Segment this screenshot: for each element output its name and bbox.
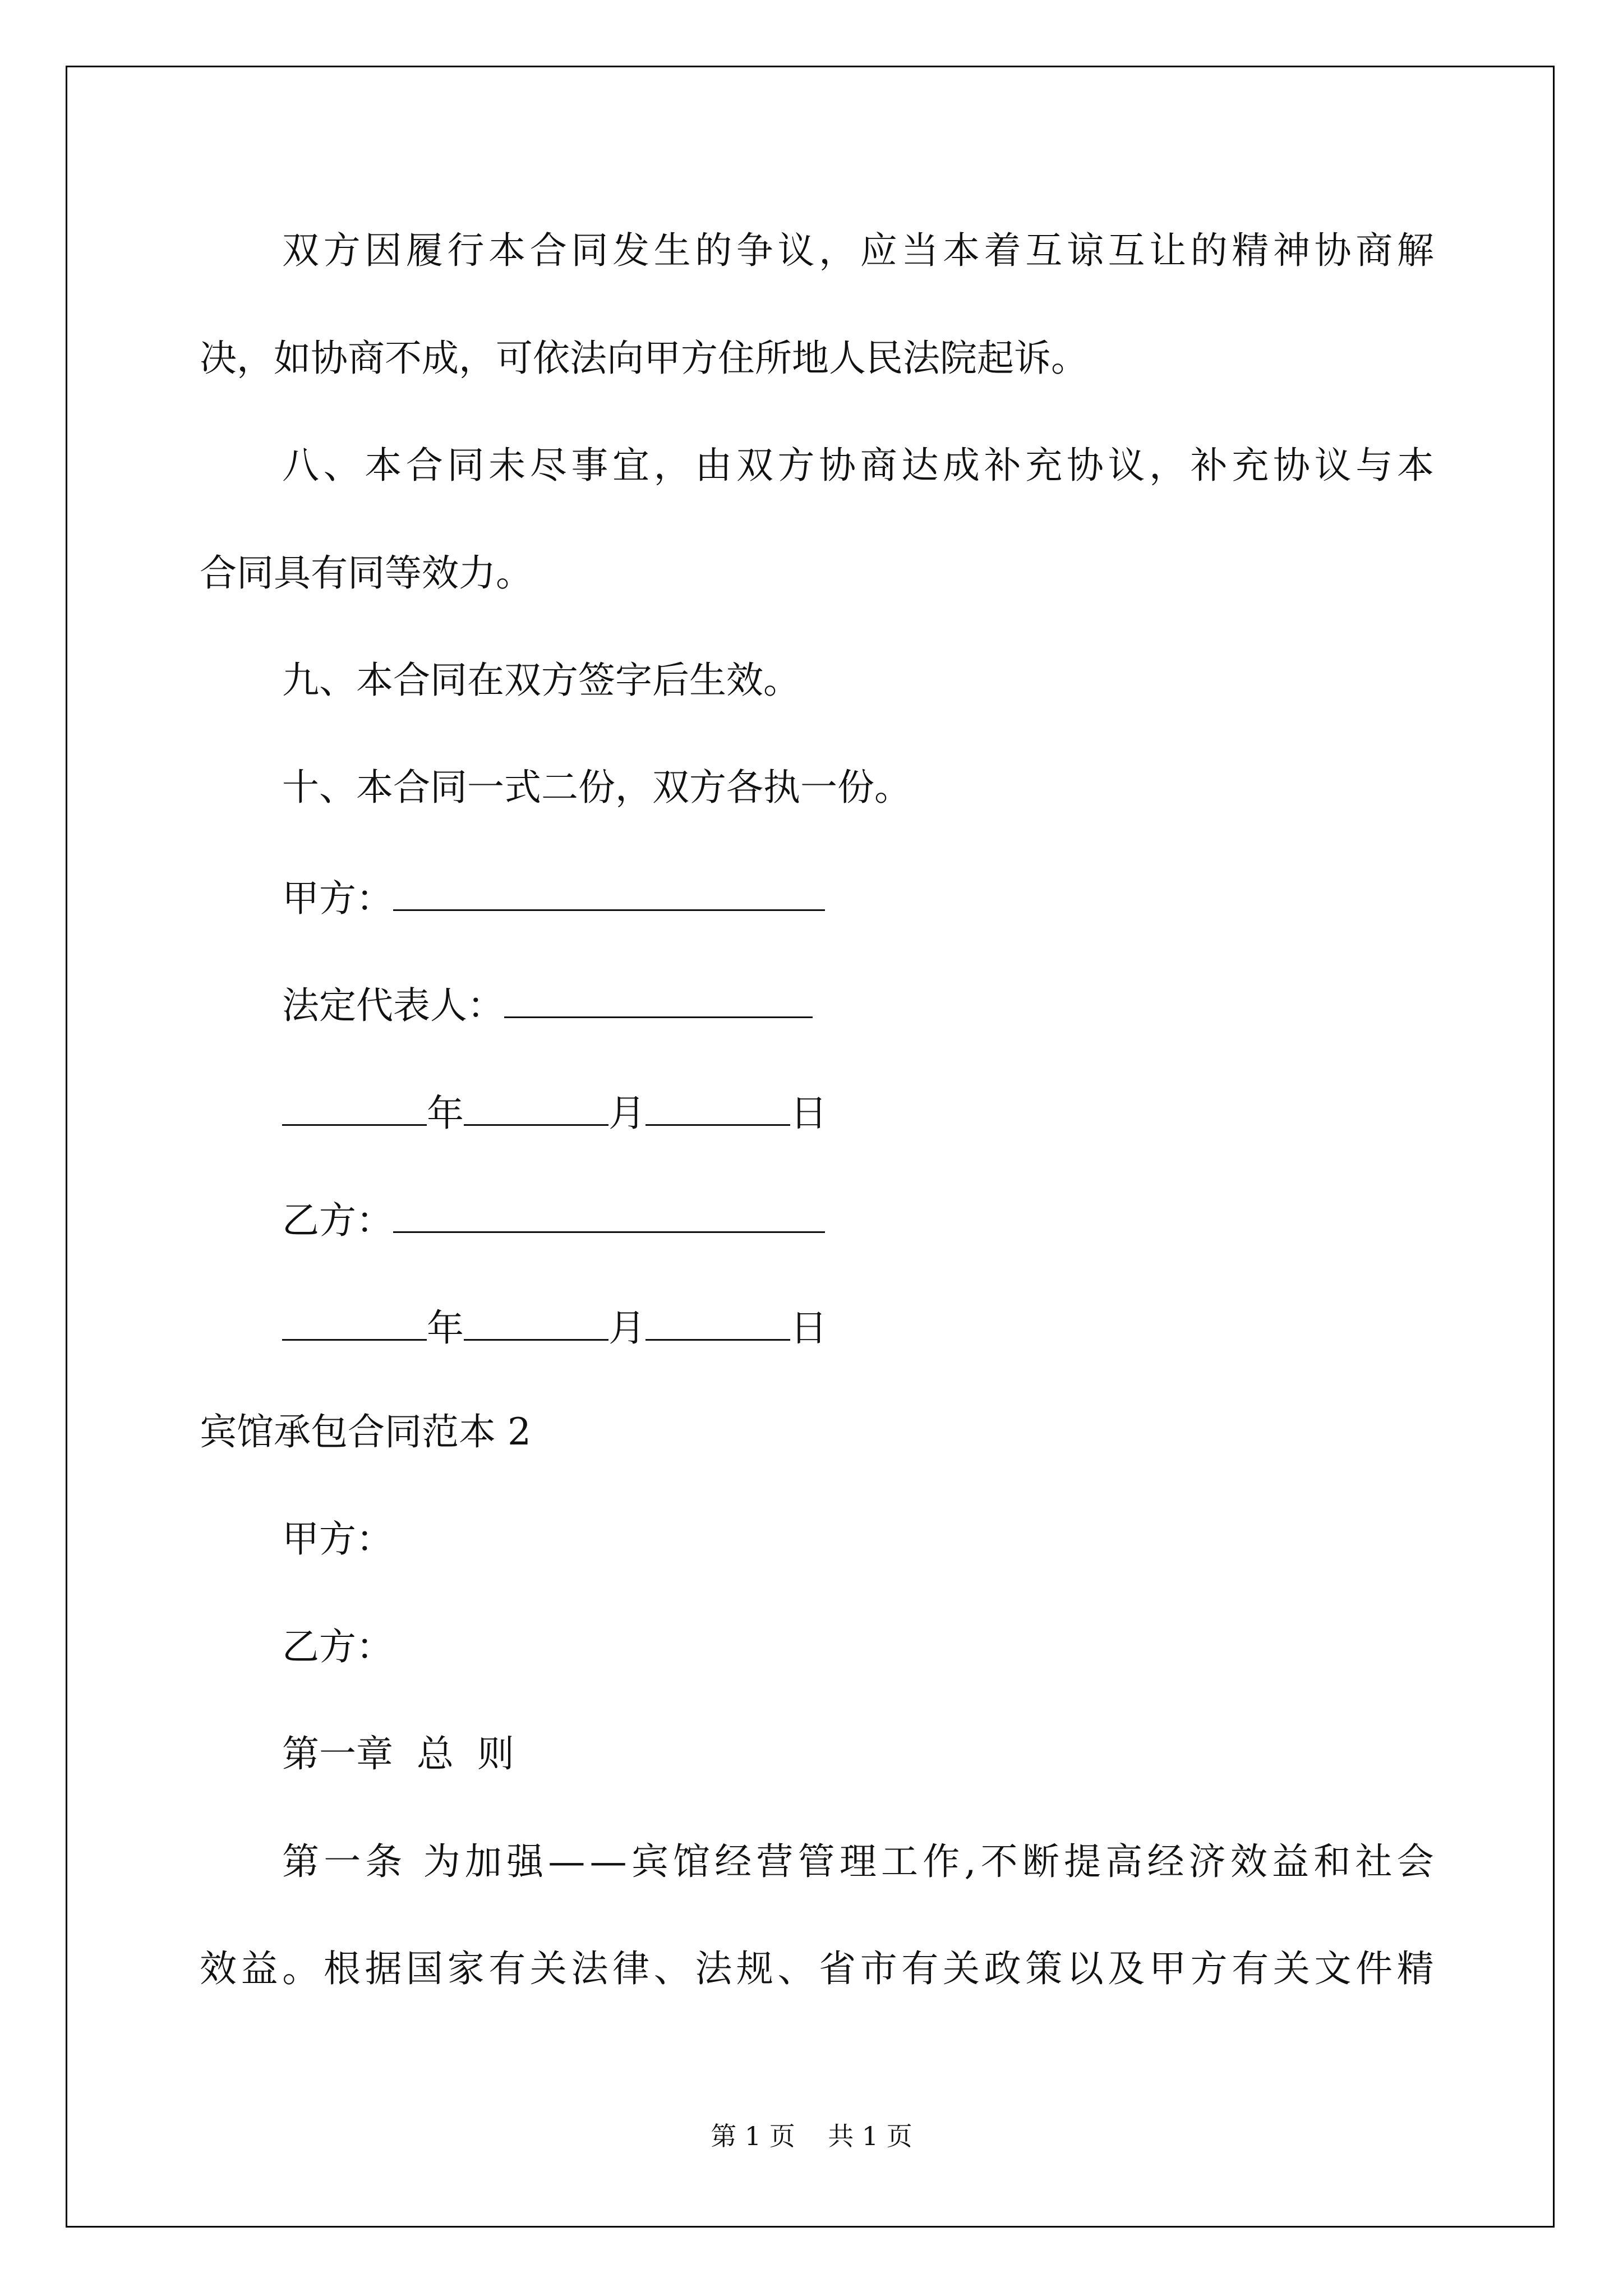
text-char: 、 xyxy=(323,444,361,487)
party-b-blank xyxy=(393,1199,825,1233)
text-char: 法 xyxy=(571,1947,608,1990)
legal-rep-blank xyxy=(504,984,813,1018)
text-char: 方 xyxy=(777,444,815,487)
day-blank xyxy=(645,1306,790,1341)
text-char: 经 xyxy=(1147,1840,1184,1883)
text-char: ， xyxy=(819,229,856,272)
party-b-label: 乙方： xyxy=(282,1199,393,1242)
text-char: 不 xyxy=(980,1840,1018,1883)
text-char: 本 xyxy=(488,229,526,272)
text-char: 省 xyxy=(819,1947,856,1990)
text-char: , xyxy=(964,1840,976,1883)
text-char: 协 xyxy=(1066,444,1104,487)
month-label: 月 xyxy=(608,1092,645,1135)
text-char: 宜 xyxy=(612,444,649,487)
text-char: 着 xyxy=(984,229,1021,272)
text-char: 工 xyxy=(881,1840,919,1883)
text-char: 八 xyxy=(282,444,319,487)
text-char: 断 xyxy=(1022,1840,1059,1883)
text-char: 的 xyxy=(695,229,732,272)
text-char: 履 xyxy=(405,229,443,272)
text-char: 营 xyxy=(756,1840,794,1883)
text-char: 策 xyxy=(1025,1947,1063,1990)
text-char: 当 xyxy=(901,229,939,272)
text-char: 有 xyxy=(488,1947,526,1990)
paragraph-dispute-line1 xyxy=(282,229,1434,272)
text-char: 生 xyxy=(653,229,691,272)
text-char: 国 xyxy=(406,1947,444,1990)
text-char: 条 xyxy=(365,1840,403,1883)
text-char: 和 xyxy=(1313,1840,1351,1883)
text-char: 及 xyxy=(1108,1947,1145,1990)
text-char: 互 xyxy=(1025,229,1063,272)
text-char: 益 xyxy=(1272,1840,1310,1883)
party-b-signature-row xyxy=(282,1199,825,1242)
text-char: 与 xyxy=(1355,444,1393,487)
year-blank xyxy=(282,1092,427,1126)
text-char: 益 xyxy=(241,1947,278,1990)
text-char: 应 xyxy=(860,229,897,272)
text-char: 规 xyxy=(736,1947,773,1990)
text-char: 强 xyxy=(506,1840,544,1883)
text-char: 双 xyxy=(736,444,773,487)
year-label: 年 xyxy=(427,1092,464,1135)
text-char: 行 xyxy=(447,229,485,272)
year-label: 年 xyxy=(427,1306,464,1350)
section-title: 宾馆承包合同范本 2 xyxy=(200,1410,531,1453)
text-char: 、 xyxy=(777,1947,815,1990)
party-a-label: 甲方： xyxy=(282,877,393,920)
page-number-footer: 第 1 页 共 1 页 xyxy=(711,2121,912,2151)
text-char: 神 xyxy=(1273,229,1310,272)
article-one-line1 xyxy=(282,1840,1434,1883)
text-char: 宾 xyxy=(631,1840,668,1883)
text-char: 济 xyxy=(1188,1840,1226,1883)
month-blank xyxy=(464,1306,608,1341)
text-char: 效 xyxy=(1230,1840,1267,1883)
text-char: 充 xyxy=(1232,444,1269,487)
text-char xyxy=(407,1843,419,1880)
text-char: ， xyxy=(1149,444,1187,487)
text-char: 文 xyxy=(1314,1947,1352,1990)
text-char: 第 xyxy=(282,1840,319,1883)
text-char: 方 xyxy=(323,229,361,272)
text-char: 为 xyxy=(423,1840,460,1883)
text-char: 精 xyxy=(1396,1947,1434,1990)
clause-nine: 九、本合同在双方签字后生效。 xyxy=(282,659,800,702)
text-char: 经 xyxy=(714,1840,752,1883)
text-char: 提 xyxy=(1064,1840,1101,1883)
text-char: 议 xyxy=(1108,444,1145,487)
text-char: 解 xyxy=(1396,229,1434,272)
clause-eight-line2: 合同具有同等效力。 xyxy=(200,551,533,595)
text-char: 一 xyxy=(324,1840,361,1883)
text-char: 商 xyxy=(860,444,897,487)
text-char: 理 xyxy=(839,1840,877,1883)
text-char: 关 xyxy=(529,1947,567,1990)
text-char: 家 xyxy=(447,1947,485,1990)
date-row-b xyxy=(282,1306,827,1350)
page-border xyxy=(66,66,1555,2228)
clause-ten: 十、本合同一式二份，双方各执一份。 xyxy=(282,766,911,809)
text-char: 法 xyxy=(695,1947,732,1990)
text-char: 协 xyxy=(819,444,856,487)
text-char: 效 xyxy=(200,1947,237,1990)
party-a-blank xyxy=(393,877,825,911)
text-char: 的 xyxy=(1190,229,1228,272)
text-char: 同 xyxy=(447,444,485,487)
text-char: 同 xyxy=(571,229,608,272)
text-char: 发 xyxy=(612,229,649,272)
text-char: 议 xyxy=(1314,444,1352,487)
text-char: 关 xyxy=(942,1947,980,1990)
text-char: 馆 xyxy=(673,1840,711,1883)
text-char: 互 xyxy=(1108,229,1145,272)
text-char: 本 xyxy=(365,444,402,487)
text-char: 有 xyxy=(1232,1947,1269,1990)
day-blank xyxy=(645,1092,790,1126)
text-char: 以 xyxy=(1066,1947,1104,1990)
text-char: 尽 xyxy=(529,444,567,487)
day-label: 日 xyxy=(790,1306,827,1350)
text-char: 补 xyxy=(984,444,1021,487)
clause-eight-line1 xyxy=(282,444,1434,487)
text-char: 方 xyxy=(1190,1947,1228,1990)
text-char: 本 xyxy=(1396,444,1434,487)
text-char: 甲 xyxy=(1149,1947,1187,1990)
text-char: 谅 xyxy=(1066,229,1104,272)
text-char: 协 xyxy=(1273,444,1310,487)
section2-party-a: 甲方： xyxy=(282,1517,393,1561)
text-char: — xyxy=(589,1840,627,1883)
party-a-signature-row xyxy=(282,877,825,920)
text-char: 成 xyxy=(943,444,980,487)
text-char: 充 xyxy=(1025,444,1063,487)
text-char: 加 xyxy=(465,1840,502,1883)
text-char: ， xyxy=(653,444,691,487)
text-char: 关 xyxy=(1272,1947,1310,1990)
chapter-title: 第一章 总 则 xyxy=(282,1732,514,1775)
text-char: 律 xyxy=(612,1947,650,1990)
text-char: 精 xyxy=(1232,229,1269,272)
month-label: 月 xyxy=(608,1306,645,1350)
text-char: 协 xyxy=(1314,229,1352,272)
paragraph-dispute-line2: 决，如协商不成，可依法向甲方住所地人民法院起诉。 xyxy=(200,337,1088,380)
text-char: 根 xyxy=(323,1947,361,1990)
text-char: 高 xyxy=(1105,1840,1143,1883)
text-char: 据 xyxy=(365,1947,402,1990)
article-one-line2 xyxy=(200,1947,1434,1990)
month-blank xyxy=(464,1092,608,1126)
text-char: 商 xyxy=(1355,229,1393,272)
text-char: 议 xyxy=(777,229,815,272)
text-char: 争 xyxy=(736,229,773,272)
text-char: 合 xyxy=(405,444,443,487)
text-char: 本 xyxy=(943,229,980,272)
text-char: 未 xyxy=(488,444,526,487)
text-char: 管 xyxy=(797,1840,835,1883)
text-char: 政 xyxy=(984,1947,1021,1990)
text-char: 社 xyxy=(1355,1840,1393,1883)
date-row-a xyxy=(282,1092,827,1135)
day-label: 日 xyxy=(790,1092,827,1135)
text-char: 市 xyxy=(860,1947,897,1990)
text-char: 作 xyxy=(923,1840,960,1883)
legal-rep-label: 法定代表人： xyxy=(282,984,504,1027)
text-char: 。 xyxy=(282,1947,320,1990)
text-char: 因 xyxy=(365,229,402,272)
text-char: 会 xyxy=(1396,1840,1434,1883)
year-blank xyxy=(282,1306,427,1341)
text-char: 补 xyxy=(1190,444,1228,487)
text-char: 让 xyxy=(1149,229,1187,272)
text-char: 合 xyxy=(529,229,567,272)
section2-party-b: 乙方： xyxy=(282,1625,393,1668)
text-char: 件 xyxy=(1355,1947,1393,1990)
text-char: 有 xyxy=(901,1947,939,1990)
text-char: 、 xyxy=(653,1947,691,1990)
text-char: 达 xyxy=(901,444,939,487)
text-char: 事 xyxy=(571,444,608,487)
text-char: 由 xyxy=(695,444,732,487)
text-char: — xyxy=(548,1840,585,1883)
legal-rep-row xyxy=(282,984,813,1027)
text-char: 双 xyxy=(282,229,319,272)
